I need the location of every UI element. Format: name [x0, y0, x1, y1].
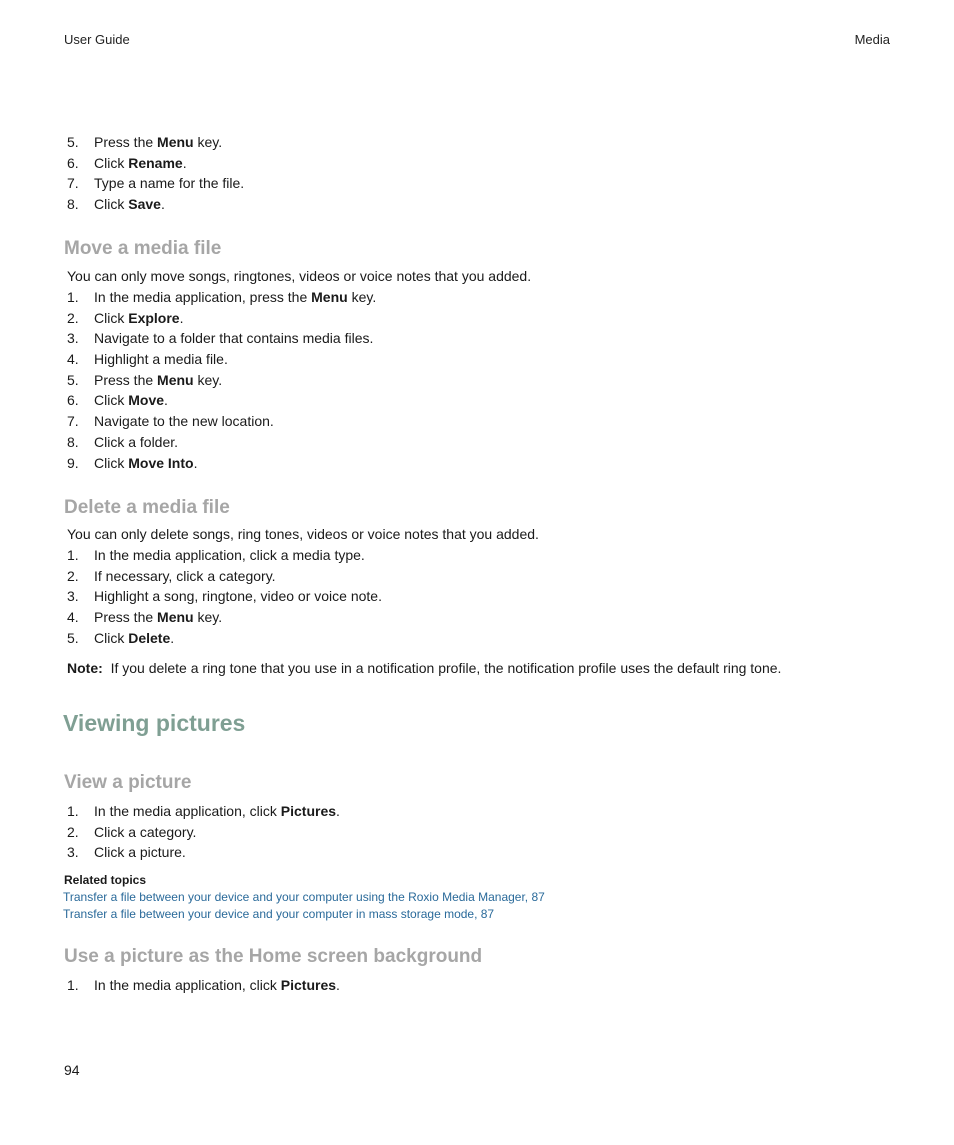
home-background-steps-list [67, 975, 867, 996]
list-item-text [94, 628, 174, 649]
list-item-text [94, 842, 186, 863]
delete-steps-list [67, 545, 867, 648]
list-item [67, 194, 867, 215]
list-item-text [94, 308, 183, 329]
note-text: If you delete a ring tone that you use in a notification profile, the notification profile uses the default ring tone. [110, 660, 782, 676]
list-item [67, 822, 867, 843]
list-item-text-post: . [182, 154, 187, 171]
list-item-ui-label: Explore [128, 309, 180, 326]
list-item-text-post: . [336, 803, 340, 819]
list-item-ui-label: Menu [157, 134, 194, 150]
related-link-mass-storage[interactable]: Transfer a file between your device and your computer in mass storage mode, 87 [63, 907, 495, 921]
list-item-text [94, 822, 196, 843]
page-number: 94 [64, 1062, 80, 1078]
list-item-text [94, 349, 228, 370]
list-item-text-pre: Click [94, 154, 129, 171]
list-item [67, 411, 867, 432]
list-item-number: 1. [67, 289, 79, 305]
move-steps-list [67, 287, 867, 473]
running-header-left: User Guide [64, 32, 130, 47]
list-item-text-post: . [160, 196, 165, 213]
list-item-number: 6. [67, 154, 79, 171]
list-item-ui-label: Move [128, 392, 165, 409]
list-item-text-post: . [179, 309, 184, 326]
list-item-number: 8. [67, 433, 79, 450]
list-item-text [94, 370, 222, 391]
view-picture-steps-list [67, 801, 867, 863]
list-item [67, 328, 867, 349]
list-item-text-pre: Navigate to the new location. [94, 413, 274, 430]
list-item-text [94, 432, 178, 453]
list-item-ui-label: Delete [128, 629, 171, 646]
related-topics-title: Related topics [64, 873, 147, 887]
list-item [67, 842, 867, 863]
list-item-number: 6. [67, 392, 79, 409]
home-background-heading: Use a picture as the Home screen background [64, 946, 483, 967]
list-item-text-pre: Click [94, 454, 129, 471]
list-item-text [94, 801, 340, 822]
list-item-ui-label: Pictures [280, 977, 337, 993]
list-item-text-pre: Press the [94, 371, 158, 388]
delete-intro-text: You can only delete songs, ring tones, videos or voice notes that you added. [67, 526, 539, 542]
list-item-number: 3. [67, 330, 79, 347]
list-item-text-pre: Press the [94, 134, 158, 150]
list-item-number: 1. [67, 977, 79, 993]
list-item-text-pre: Navigate to a folder that contains media files. [94, 330, 374, 347]
list-item [67, 432, 867, 453]
list-item [67, 545, 867, 566]
list-item-text [94, 132, 222, 153]
list-item-number: 2. [67, 823, 79, 840]
list-item-text-post: key. [347, 289, 377, 305]
list-item [67, 308, 867, 329]
list-item-number: 4. [67, 609, 79, 626]
list-item-text [94, 328, 373, 349]
list-item-number: 5. [67, 371, 79, 388]
list-item [67, 586, 867, 607]
note-paragraph [67, 660, 781, 676]
list-item-number: 8. [67, 196, 79, 213]
list-item-number: 3. [67, 588, 79, 605]
list-item-number: 2. [67, 309, 79, 326]
list-item-text-pre: In the media application, click a media type. [94, 547, 365, 563]
list-item-number: 1. [67, 547, 79, 563]
delete-media-file-heading: Delete a media file [64, 497, 230, 518]
list-item-number: 9. [67, 454, 79, 471]
list-item-text [94, 390, 168, 411]
list-item-text [94, 453, 197, 474]
list-item-text-pre: Type a name for the file. [94, 175, 245, 192]
list-item-text-post: key. [193, 609, 223, 626]
list-item-text-pre: Click [94, 196, 129, 213]
list-item-number: 5. [67, 629, 79, 646]
list-item-number: 7. [67, 413, 79, 430]
list-item-number: 7. [67, 175, 79, 192]
list-item-text-pre: In the media application, click [94, 977, 281, 993]
list-item [67, 801, 867, 822]
list-item-text [94, 411, 274, 432]
list-item-ui-label: Menu [157, 609, 194, 626]
list-item-text [94, 975, 340, 996]
list-item [67, 287, 867, 308]
list-item-text-pre: Click a category. [94, 823, 197, 840]
list-item-number: 2. [67, 567, 79, 584]
move-intro-text: You can only move songs, ringtones, videos or voice notes that you added. [67, 268, 532, 284]
list-item-ui-label: Pictures [280, 803, 337, 819]
list-item-text-pre: Highlight a song, ringtone, video or voice note. [94, 588, 382, 605]
list-item-ui-label: Move Into [128, 454, 194, 471]
list-item-text [94, 607, 222, 628]
view-picture-heading: View a picture [64, 772, 192, 793]
list-item [67, 975, 867, 996]
related-link-roxio[interactable]: Transfer a file between your device and your computer using the Roxio Media Manager, 87 [63, 890, 545, 904]
list-item-text-post: . [336, 977, 340, 993]
list-item-text-pre: Click [94, 629, 129, 646]
list-item [67, 628, 867, 649]
list-item-text [94, 153, 187, 174]
list-item-text [94, 194, 165, 215]
list-item-ui-label: Rename [128, 154, 183, 171]
list-item-text-pre: Click a folder. [94, 433, 179, 450]
continued-steps-list [67, 132, 867, 215]
running-header-right: Media [854, 32, 890, 47]
list-item-text-post: key. [193, 371, 223, 388]
list-item-text-pre: In the media application, click [94, 803, 281, 819]
list-item-text-post: . [170, 629, 175, 646]
list-item-text-pre: Click [94, 392, 129, 409]
list-item [67, 153, 867, 174]
list-item-text-post: . [164, 392, 168, 409]
viewing-pictures-heading: Viewing pictures [63, 710, 246, 736]
list-item [67, 453, 867, 474]
list-item [67, 173, 867, 194]
list-item [67, 566, 867, 587]
list-item-text [94, 287, 376, 308]
list-item-text-pre: Click [94, 309, 129, 326]
list-item-ui-label: Menu [157, 371, 194, 388]
list-item-text-pre: Click a picture. [94, 844, 186, 861]
list-item [67, 607, 867, 628]
list-item [67, 370, 867, 391]
list-item-text-post: key. [193, 134, 223, 150]
list-item-text-pre: Highlight a media file. [94, 351, 228, 368]
list-item-text [94, 545, 365, 566]
list-item-text-pre: Press the [94, 609, 158, 626]
move-media-file-heading: Move a media file [64, 238, 222, 259]
list-item-number: 3. [67, 844, 79, 861]
list-item [67, 132, 867, 153]
list-item-text-pre: If necessary, click a category. [94, 567, 276, 584]
note-label: Note: [67, 660, 103, 676]
list-item [67, 390, 867, 411]
list-item-text [94, 586, 382, 607]
list-item-text-pre: In the media application, press the [94, 289, 312, 305]
list-item-number: 1. [67, 803, 79, 819]
list-item-text [94, 566, 276, 587]
list-item-text [94, 173, 244, 194]
list-item-ui-label: Save [128, 196, 161, 213]
list-item [67, 349, 867, 370]
list-item-number: 4. [67, 351, 79, 368]
list-item-number: 5. [67, 134, 79, 150]
list-item-ui-label: Menu [311, 289, 348, 305]
list-item-text-post: . [193, 454, 198, 471]
